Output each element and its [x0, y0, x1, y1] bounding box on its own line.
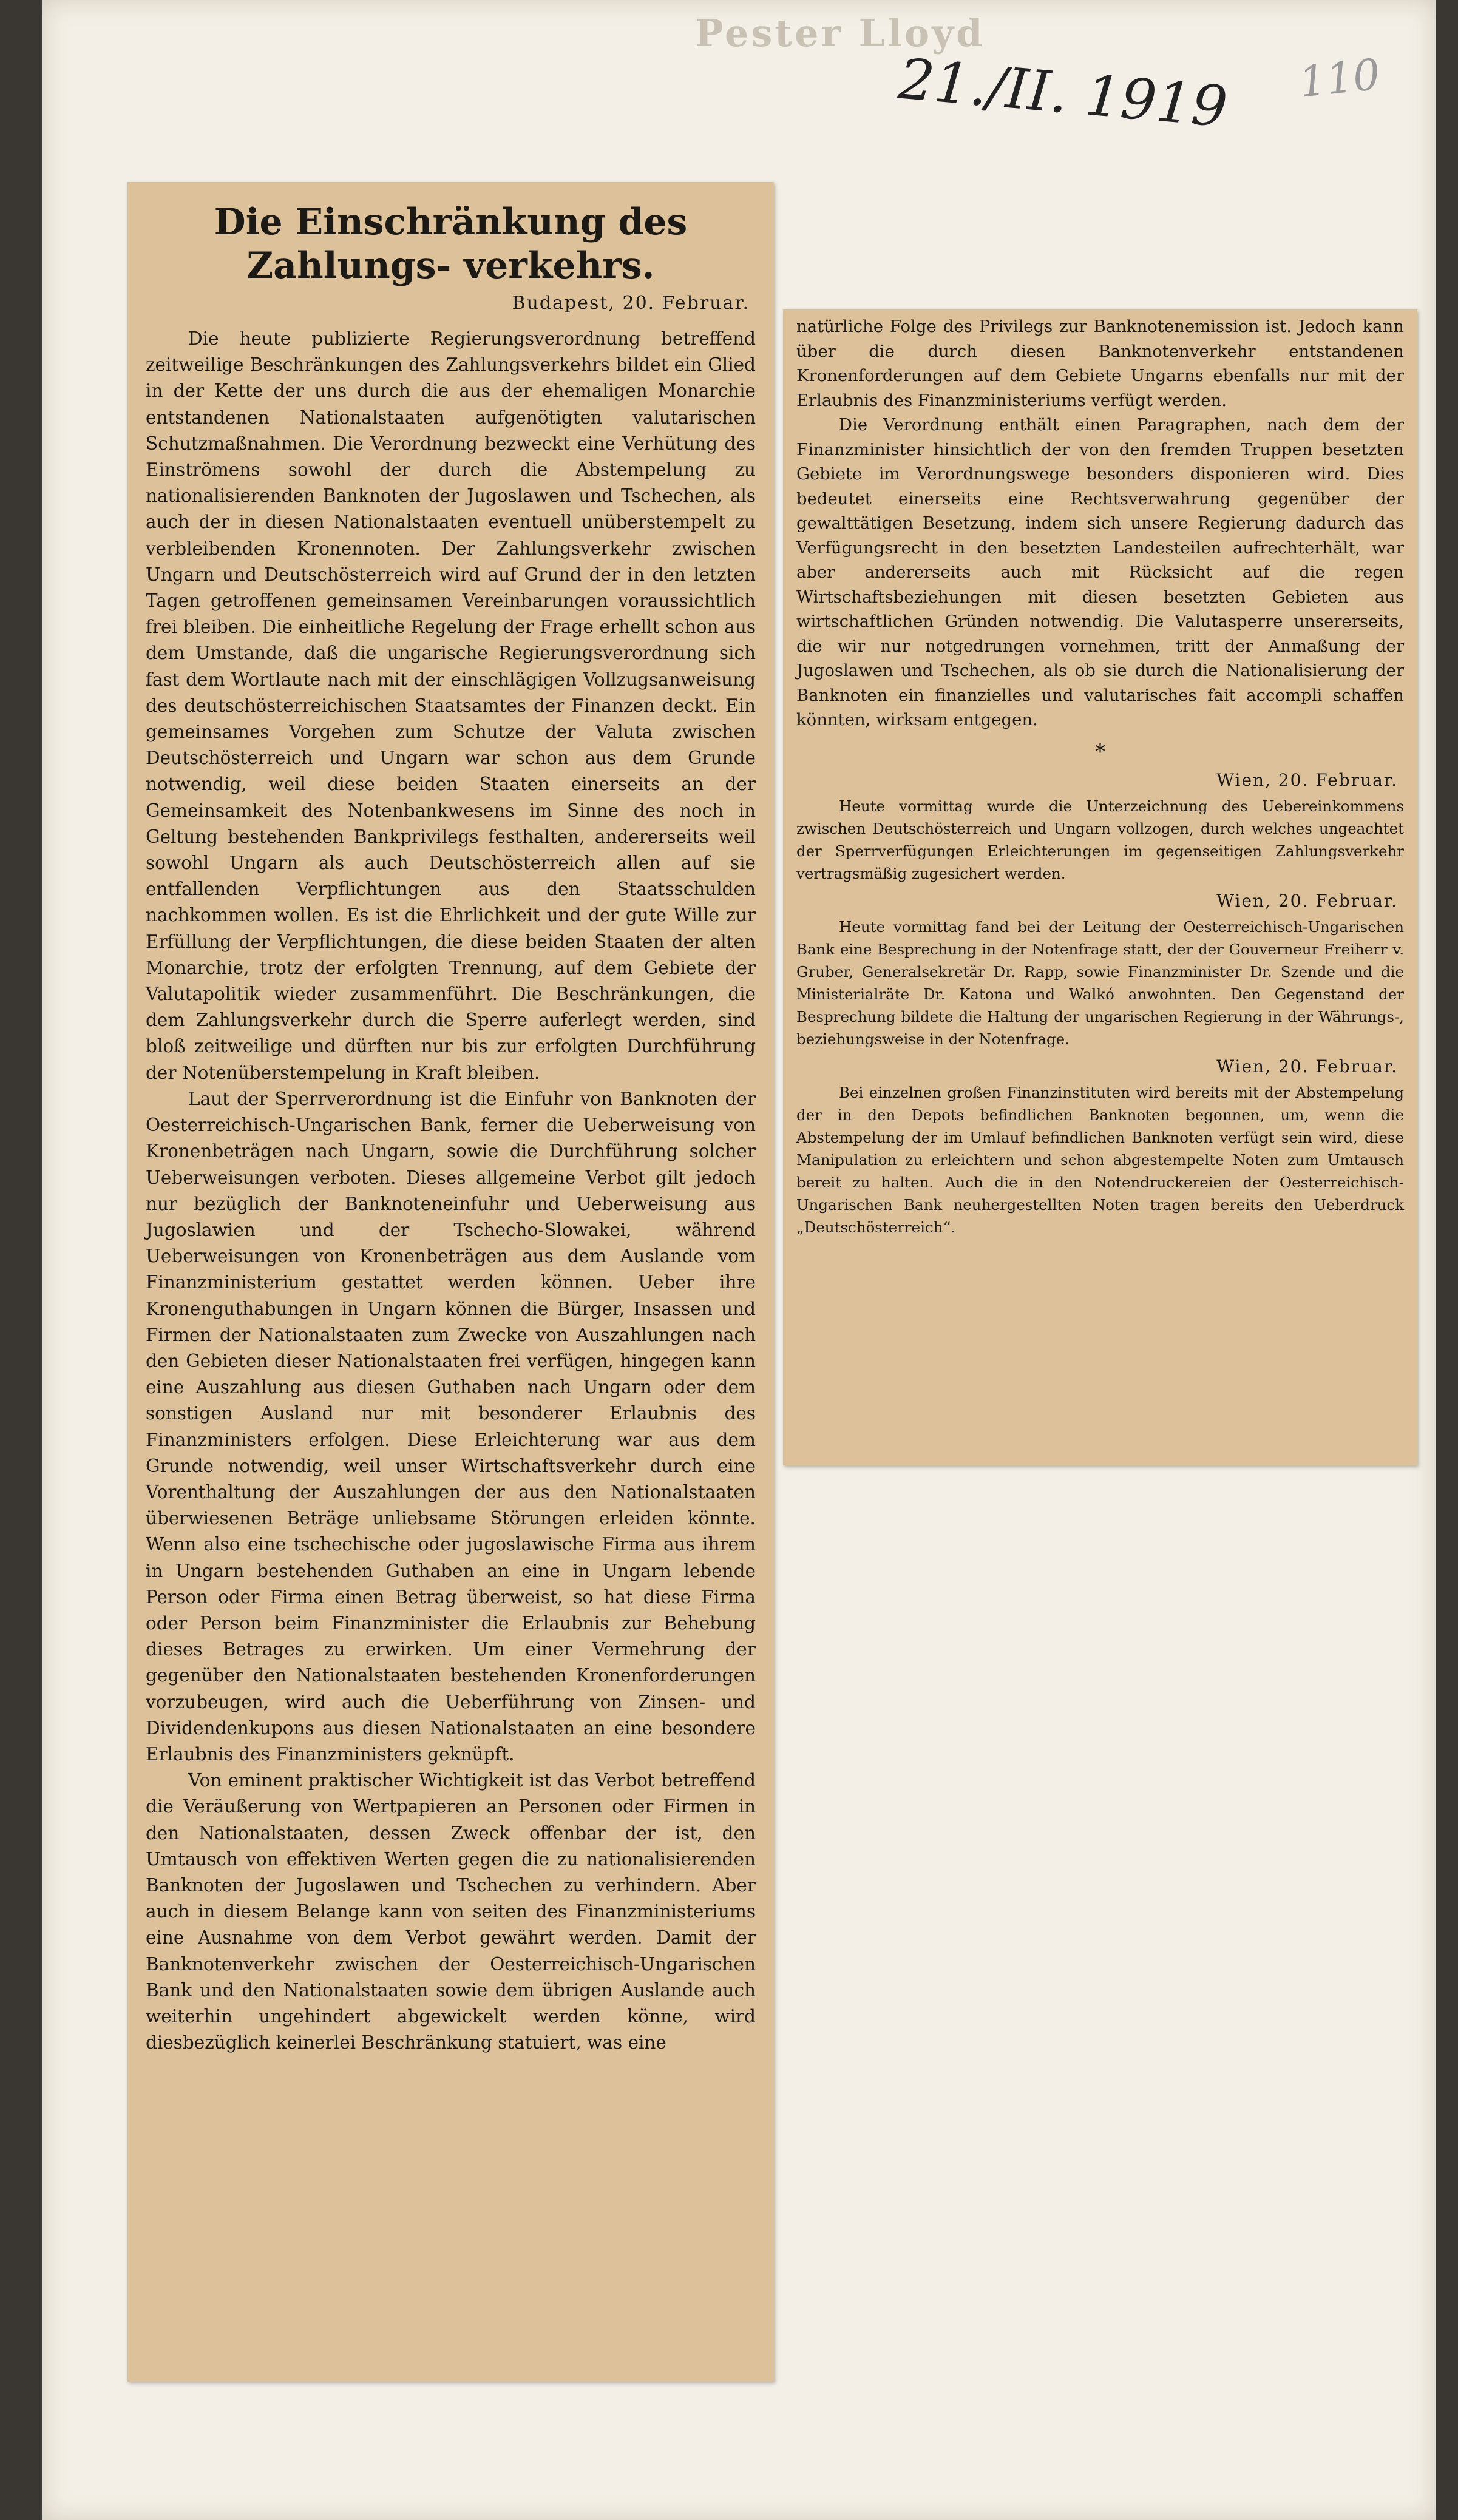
handwritten-number: 110	[1297, 49, 1383, 107]
paragraph: natürliche Folge des Privilegs zur Banknotenemission ist. Jedoch kann über die durch diesen Banknotenverkehr entstandenen Kronenforderungen auf dem Gebiete Ungarns ebenfalls nur mit der Erlaubnis des Finanzministeriums verfügt werden.	[796, 317, 1404, 410]
wire-dateline: Wien, 20. Februar.	[1216, 890, 1398, 911]
clipping-right-column	[783, 309, 1417, 1465]
wire-dateline: Wien, 20. Februar.	[1216, 769, 1398, 790]
paragraph: Von eminent praktischer Wichtigkeit ist das Verbot betreffend die Veräußerung von Wertpapieren an Personen oder Firmen in den Nationalstaaten, dessen Zweck offenbar der ist, den Umtausch von effektiven Werten gegen die zu nationalisierenden Banknoten der Jugoslawen und Tschechen zu verhindern. Aber auch in diesem Belange kann von seiten des Finanzministeriums eine Ausnahme von dem Verbot gewährt werden. Damit der Banknotenverkehr zwischen der Oesterreichisch-Ungarischen Bank und den Nationalstaaten sowie dem übrigen Auslande auch weiterhin ungehindert abgewickelt werden könne, wird diesbezüglich keinerlei Beschränkung statuiert, was eine	[146, 1770, 756, 2053]
section-divider-asterisk: *	[1095, 739, 1105, 764]
paragraph: Die Verordnung enthält einen Paragraphen, nach dem der Finanzminister hinsichtlich der von den fremden Truppen besetzten Gebiete im Verordnungswege besonders disponieren wird. Dies bedeutet einerseits eine Rechtsverwahrung gegenüber der gewalttätigen Besetzung, indem sich unsere Regierung dadurch das Verfügungsrecht in den besetzten Landesteilen aufrechterhält, war aber andererseits auch mit Rücksicht auf die regen Wirtschaftsbeziehungen mit diesen besetzten Gebieten aus wirtschaftlichen Gründen notwendig. Die Valutasperre unsererseits, die wir nur notgedrungen vornehmen, tritt der Anmaßung der Jugoslawen und Tschechen, als ob sie durch die Nationalisierung der Banknoten ein finanzielles und valutarisches fait accompli schaffen könnten, wirksam entgegen.	[796, 415, 1404, 729]
newspaper-stamp: Pester Lloyd	[695, 11, 985, 55]
wire-dateline: Wien, 20. Februar.	[1216, 1056, 1398, 1076]
wire-report: Heute vormittag fand bei der Leitung der Oesterreichisch-Ungarischen Bank eine Besprechung in der Notenfrage statt, der der Gouverneur Freiherr v. Gruber, Generalsekretär Dr. Rapp, sowie Finanzminister Dr. Szende und die Ministerialräte Dr. Katona und Walkó anwohnten. Den Gegenstand der Besprechung bildete die Haltung der ungarischen Regierung in der Währungs-, beziehungsweise in der Notenfrage.	[796, 917, 1404, 1048]
wire-report: Heute vormittag wurde die Unterzeichnung des Uebereinkommens zwischen Deutschösterreich und Ungarn vollzogen, durch welches ungeachtet der Sperrverfügungen Erleichterungen im gegenseitigen Zahlungsverkehr vertragsmäßig zugesichert werden.	[796, 797, 1404, 882]
paragraph: Die heute publizierte Regierungsverordnung betreffend zeitweilige Beschränkungen des Zahlungsverkehrs bildet ein Glied in der Kette der uns durch die aus der ehemaligen Monarchie entstandenen Nationalstaaten aufgenötigten valutarischen Schutzmaßnahmen. Die Verordnung bezweckt eine Verhütung des Einströmens sowohl der durch die Abstempelung zu nationalisierenden Banknoten der Jugoslawen und Tschechen, als auch der in diesen Nationalstaaten eventuell unüberstempelt zu verbleibenden Kronennoten. Der Zahlungsverkehr zwischen Ungarn und Deutschösterreich wird auf Grund der in den letzten Tagen getroffenen gemeinsamen Vereinbarungen voraussichtlich frei bleiben. Die einheitliche Regelung der Frage erhellt schon aus dem Umstande, daß die ungarische Regierungsverordnung sich fast dem Wortlaute nach mit der einschlägigen Vollzugsanweisung des deutschösterreichischen Staatsamtes der Finanzen deckt. Ein gemeinsames Vorgehen zum Schutze der Valuta zwischen Deutschösterreich und Ungarn war schon aus dem Grunde notwendig, weil diese beiden Staaten einerseits an der Gemeinsamkeit des Notenbankwesens im Sinne des noch in Geltung bestehenden Bankprivilegs festhalten, andererseits weil sowohl Ungarn als auch Deutschösterreich allen auf sie entfallenden Verpflichtungen aus den Staatsschulden nachkommen wollen. Es ist die Ehrlichkeit und der gute Wille zur Erfüllung der Verpflichtungen, die diese beiden Staaten der alten Monarchie, trotz der erfolgten Trennung, auf dem Gebiete der Valutapolitik wieder zusammenführt. Die Beschränkungen, die dem Zahlungsverkehr durch die Sperre auferlegt werden, sind bloß zeitweilige und dürften nur bis zur erfolgten Durchführung der Notenüberstempelung in Kraft bleiben.	[146, 328, 756, 1083]
article-dateline: Budapest, 20. Februar.	[512, 292, 750, 314]
paragraph: Laut der Sperrverordnung ist die Einfuhr von Banknoten der Oesterreichisch-Ungarischen Bank, ferner die Ueberweisung von Kronenbeträgen nach Ungarn, sowie die Durchführung solcher Ueberweisungen verboten. Dieses allgemeine Verbot gilt jedoch nur bezüglich der Banknoteneinfuhr und Ueberweisung aus Jugoslawien und der Tschecho-Slowakei, während Ueberweisungen von Kronenbeträgen aus dem Auslande vom Finanzministerium gestattet werden können. Ueber ihre Kronenguthabungen in Ungarn können die Bürger, Insassen und Firmen der Nationalstaaten zum Zwecke von Auszahlungen nach den Gebieten dieser Nationalstaaten frei verfügen, hingegen kann eine Auszahlung aus diesen Guthaben nach Ungarn oder dem sonstigen Ausland nur mit besonderer Erlaubnis des Finanzministers erfolgen. Diese Erleichterung war aus dem Grunde notwendig, weil unser Wirtschaftsverkehr durch eine Vorenthaltung der Auszahlungen der aus den Nationalstaaten überwiesenen Beträge unliebsame Störungen erleiden könnte. Wenn also eine tschechische oder jugoslawische Firma aus ihrem in Ungarn bestehenden Guthaben an eine in Ungarn lebende Person oder Firma einen Betrag überweist, so hat diese Firma oder Person beim Finanzminister die Erlaubnis zur Behebung dieses Betrages zu erwirken. Um einer Vermehrung der gegenüber den Nationalstaaten bestehenden Kronenforderungen vorzubeugen, wird auch die Ueberführung von Zinsen- und Dividendenkupons aus diesen Nationalstaaten an eine besondere Erlaubnis des Finanzministers geknüpft.	[146, 1088, 756, 1765]
handwritten-date: 21./II. 1919	[896, 46, 1230, 140]
wire-report: Bei einzelnen großen Finanzinstituten wird bereits mit der Abstempelung der in den Depots befindlichen Banknoten begonnen, um, wenn die Abstempelung der im Umlauf befindlichen Banknoten verfügt sein wird, diese Manipulation zu erleichtern und schon abgestempelte Noten zum Umtausch bereit zu halten. Auch die in den Notendruckereien der Oesterreichisch-Ungarischen Bank neuhergestellten Noten tragen bereits den Ueberdruck „Deutschösterreich“.	[796, 1083, 1404, 1236]
article-headline: Die Einschränkung des Zahlungs- verkehrs.	[214, 201, 688, 287]
clipping-left-column	[127, 182, 774, 2382]
